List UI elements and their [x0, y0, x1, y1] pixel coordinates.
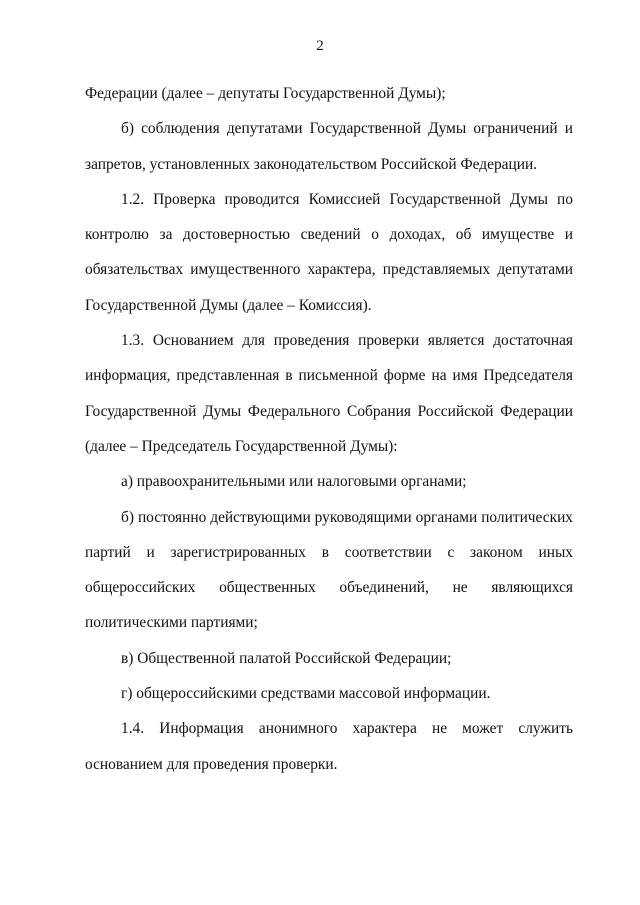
- list-item-g: г) общероссийскими средствами массовой информации.: [121, 685, 491, 703]
- list-item-b: б) постоянно действующими руководящими органами политических партий и зарегистрированных в соответствии с законом иных общероссийских общественных объединений, не являющихся политическими партиями;: [85, 508, 573, 632]
- paragraph-continuation: Федерации (далее – депутаты Государственной Думы);: [85, 85, 446, 102]
- document-body: [85, 76, 573, 782]
- paragraph-1-3: 1.3. Основанием для проведения проверки является достаточная информация, представленная в письменной форме на имя Председателя Государственной Думы Федерального Собрания Российской Федерации (далее – Председатель Государственной Думы):: [85, 332, 573, 455]
- paragraph-1-2: 1.2. Проверка проводится Комиссией Государственной Думы по контролю за достоверностью сведений о доходах, об имуществе и обязательствах имущественного характера, представляемых депутатами Государственной Думы (далее – Комиссия).: [85, 190, 573, 314]
- paragraph-1-4: 1.4. Информация анонимного характера не может служить основанием для проведения проверки.: [85, 720, 573, 773]
- page-number: 2: [316, 38, 324, 54]
- paragraph-item-b-compliance: б) соблюдения депутатами Государственной Думы ограничений и запретов, установленных законодательством Российской Федерации.: [85, 120, 573, 173]
- list-item-a: а) правоохранительными или налоговыми органами;: [121, 473, 467, 491]
- list-item-v: в) Общественной палатой Российской Федерации;: [121, 649, 452, 667]
